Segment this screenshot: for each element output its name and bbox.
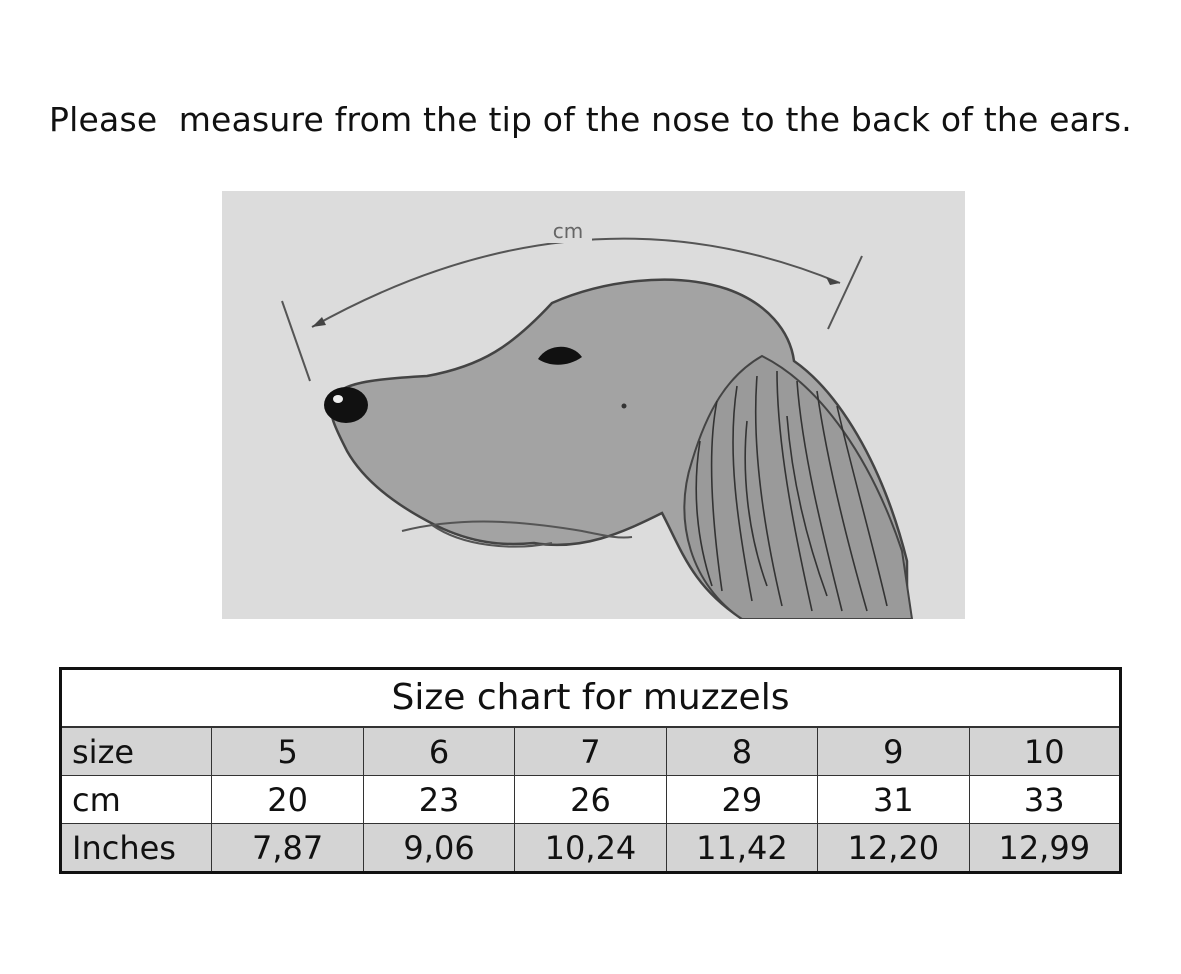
table-row-size — [61, 727, 1121, 776]
arrowhead-right — [826, 277, 840, 285]
table-cell: 6 — [363, 727, 514, 776]
table-cell: 9 — [818, 727, 969, 776]
dog-head-illustration — [222, 191, 965, 619]
table-cell: 11,42 — [666, 824, 817, 873]
row-label-cm: cm — [61, 776, 212, 824]
table-cell: 33 — [969, 776, 1120, 824]
table-cell: 12,99 — [969, 824, 1120, 873]
row-label-inches: Inches — [61, 824, 212, 873]
table-cell: 26 — [515, 776, 666, 824]
table-row-cm — [61, 776, 1121, 824]
measurement-tick-nose — [282, 301, 310, 381]
row-label-size: size — [61, 727, 212, 776]
measuring-instruction: Please measure from the tip of the nose to the back of the ears. — [49, 100, 1132, 139]
size-chart-title: Size chart for muzzels — [61, 669, 1121, 728]
dog-head-measurement-diagram — [222, 191, 965, 619]
measurement-unit-label: cm — [552, 219, 584, 243]
table-cell: 29 — [666, 776, 817, 824]
table-cell: 20 — [212, 776, 363, 824]
muzzle-size-chart — [59, 667, 1122, 874]
table-cell: 9,06 — [363, 824, 514, 873]
measurement-tick-ears — [828, 256, 862, 329]
table-cell: 7 — [515, 727, 666, 776]
table-cell: 31 — [818, 776, 969, 824]
table-row-inches — [61, 824, 1121, 873]
table-cell: 12,20 — [818, 824, 969, 873]
dog-nose — [324, 387, 368, 423]
table-cell: 7,87 — [212, 824, 363, 873]
table-cell: 10 — [969, 727, 1120, 776]
table-cell: 5 — [212, 727, 363, 776]
table-cell: 8 — [666, 727, 817, 776]
arrowhead-left — [312, 317, 326, 327]
table-cell: 23 — [363, 776, 514, 824]
table-cell: 10,24 — [515, 824, 666, 873]
